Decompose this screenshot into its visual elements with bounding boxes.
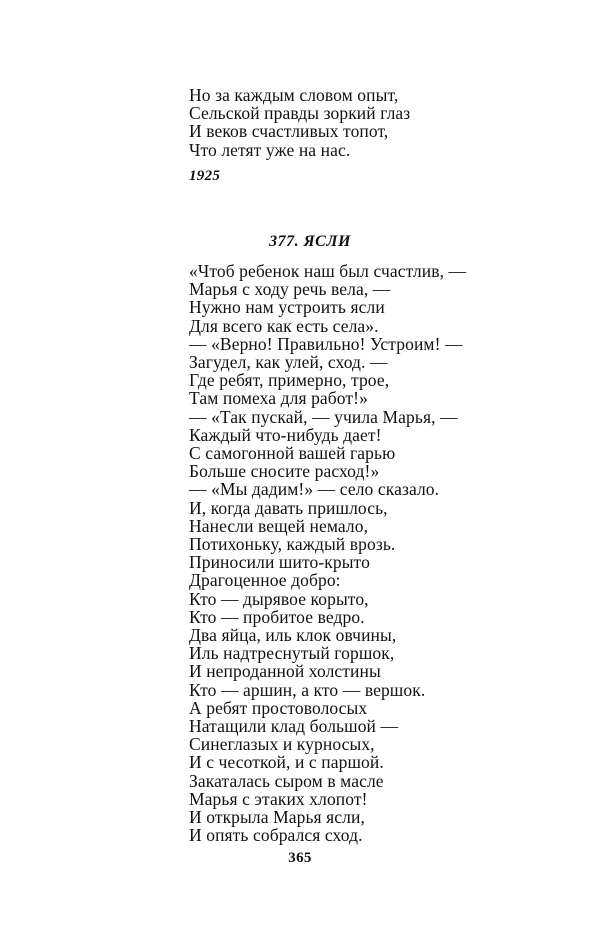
verse-line: Марья с этаких хлопот! bbox=[189, 788, 368, 809]
poem-body bbox=[189, 262, 509, 845]
verse-line: И, когда давать пришлось, bbox=[189, 497, 388, 518]
verse-line: Приносили шито-крыто bbox=[189, 552, 370, 573]
verse-line: Больше сносите расход!» bbox=[189, 461, 380, 482]
verse-line: Кто — аршин, а кто — вершок. bbox=[189, 679, 426, 700]
verse-line: Что летят уже на нас. bbox=[189, 139, 351, 160]
verse-line: Иль надтреснутый горшок, bbox=[189, 643, 395, 664]
poem-year: 1925 bbox=[189, 168, 221, 184]
verse-line: Марья с ходу речь вела, — bbox=[189, 279, 391, 300]
verse-line: Загудел, как улей, сход. — bbox=[189, 352, 388, 373]
verse-line: С самогонной вашей гарью bbox=[189, 443, 396, 464]
verse-line: Но за каждым словом опыт, bbox=[189, 85, 399, 105]
verse-line: «Чтоб ребенок наш был счастлив, — bbox=[189, 261, 467, 281]
verse-line: Нанесли вещей немало, bbox=[189, 515, 369, 536]
verse-line: — «Верно! Правильно! Устроим! — bbox=[189, 333, 463, 354]
verse-line: Натащили клад большой — bbox=[189, 716, 399, 737]
poem-title-text: 377. ЯСЛИ bbox=[269, 233, 351, 250]
verse-line: Каждый что-нибудь дает! bbox=[189, 424, 382, 445]
verse-line: Синеглазых и курносых, bbox=[189, 734, 375, 755]
verse-line: Закаталась сыром в масле bbox=[189, 770, 384, 791]
verse-line: Два яйца, иль клок овчины, bbox=[189, 625, 397, 646]
verse-line: Где ребят, примерно, трое, bbox=[189, 370, 390, 391]
verse-line: И опять собрался сход. bbox=[189, 825, 363, 846]
verse-line: И веков счастливых топот, bbox=[189, 121, 389, 142]
verse-line: Драгоценное добро: bbox=[189, 570, 341, 591]
verse-line: — «Мы дадим!» — село сказало. bbox=[189, 479, 440, 500]
verse-line: И с чесоткой, и с паршой. bbox=[189, 752, 384, 773]
verse-line: А ребят простоволосых bbox=[189, 697, 368, 718]
verse-line: Сельской правды зоркий глаз bbox=[189, 103, 411, 124]
poem-title bbox=[0, 233, 600, 251]
verse-line: — «Так пускай, — учила Марья, — bbox=[189, 406, 458, 427]
verse-line: И непроданной холстины bbox=[189, 661, 381, 682]
previous-poem-ending bbox=[189, 86, 509, 159]
verse-line: Кто — пробитое ведро. bbox=[189, 606, 365, 627]
verse-line: Кто — дырявое корыто, bbox=[189, 588, 369, 609]
verse-line: Для всего как есть села». bbox=[189, 315, 379, 336]
verse-line: Потихоньку, каждый врозь. bbox=[189, 534, 396, 555]
verse-line: Нужно нам устроить ясли bbox=[189, 297, 385, 318]
page-number: 365 bbox=[288, 850, 312, 866]
verse-line: И открыла Марья ясли, bbox=[189, 807, 365, 828]
verse-line: Там помеха для работ!» bbox=[189, 388, 368, 409]
